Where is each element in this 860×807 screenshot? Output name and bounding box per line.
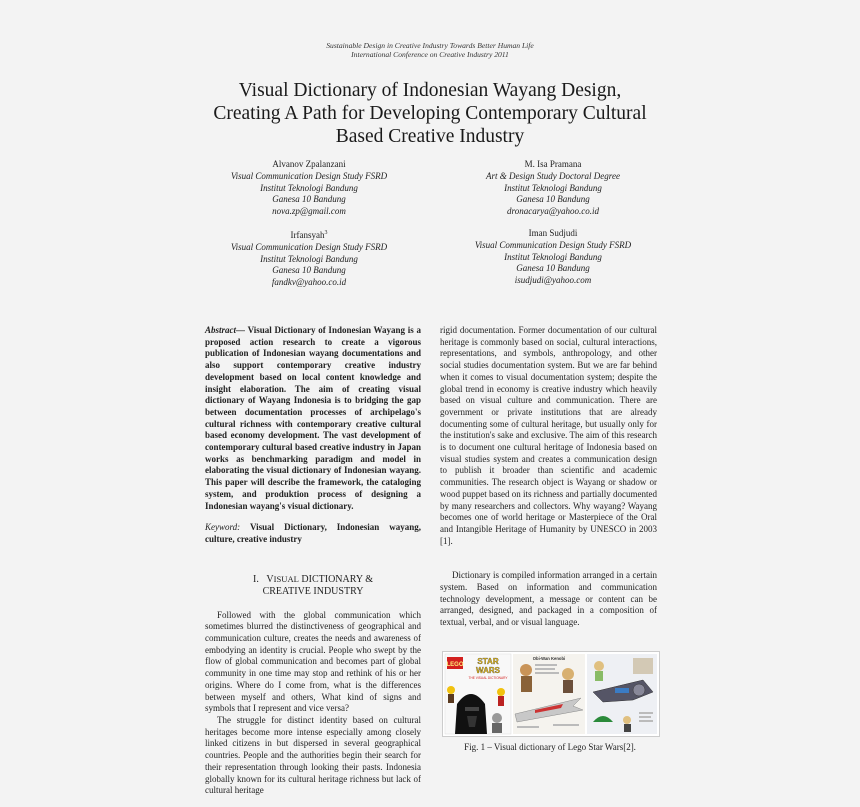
author-block-2	[403, 159, 703, 218]
author-address: Ganesa 10 Bandung	[516, 194, 590, 205]
section-title-rest: DICTIONARY &	[298, 573, 373, 585]
abstract-label: Abstract—	[205, 325, 246, 335]
obi-wan-figure-icon	[520, 664, 532, 676]
author-institution: Institut Teknologi Bandung	[260, 182, 358, 193]
author-block-4	[403, 228, 703, 287]
running-header-line1: Sustainable Design in Creative Industry Towards Better Human Life	[326, 41, 534, 50]
author-address: Ganesa 10 Bandung	[272, 194, 346, 205]
author-dept: Visual Communication Design Study FSRD	[230, 241, 388, 252]
star-wars-logo-bottom: WARS	[476, 666, 500, 675]
author-institution: Institut Teknologi Bandung	[504, 182, 602, 193]
keywords-label: Keyword:	[205, 522, 241, 533]
keywords-text: Visual Dictionary, Indonesian wayang, culture, creative industry	[205, 522, 421, 544]
author-institution: Institut Teknologi Bandung	[260, 253, 358, 264]
section-heading	[205, 573, 421, 599]
author-name: Iman Sudjudi	[528, 228, 578, 238]
author-name: Alvanov Zpalanzani	[272, 159, 346, 169]
title-line3: Based Creative Industry	[335, 126, 525, 147]
author-name: M. Isa Pramana	[524, 159, 582, 169]
body-paragraph-3: rigid documentation. Former documentation of our cultural heritage is commonly based on social, cultural interactions, representations, and symbols, anthropology, and other social studies documentation system. But we are far behind when it comes to visual documentation system; despite the global trend in economy is creative industry which heavily based on visual culture and communication. There are government or private institutions that are already documenting some of cultural heritage, but usually only for the institution's sake and exclusive. The aim of this research is to document one cultural heritage of Indonesia based on visual studies system and creates a communication design to publish it broader than scientific and academic communities. The research object is Wayang or shadow or wood puppet based on its richness and partially documented by many researchers and collectors. Why wayang? Wayang becomes one of world heritage or Masterpiece of the Oral and Intangible Heritage of Humanity by UNESCO in 2003 [1].	[440, 325, 657, 546]
cover-subtitle: THE VISUAL DICTIONARY	[468, 676, 508, 680]
figure-lego-star-wars	[442, 651, 660, 737]
body-paragraph-4: Dictionary is compiled information arranged in a certain system. Based on information and communication technology development, a message or content can be arranged, designed, and packaged in a composition of textual, verbal, and or visual language.	[440, 570, 657, 628]
author-email: nova.zp@gmail.com	[272, 206, 346, 217]
author-dept: Visual Communication Design Study FSRD	[474, 239, 632, 250]
body-paragraph-1: Followed with the global communication which sometimes blurred the distinctiveness of geographical and communication culture, creates the needs and awareness of embodying an identity is crucial. People who swept by the flow of global communication and becomes part of global community in one time may stop and rethink of his or her origins. Where do I come from, what is the differences between myself and others, What kind of signs and symbols that I represent and vice versa?	[205, 609, 421, 714]
author-dept: Visual Communication Design Study FSRD	[230, 170, 388, 181]
author-address: Ganesa 10 Bandung	[516, 263, 590, 274]
lego-badge-text: LEGO	[446, 662, 464, 668]
right-column	[440, 325, 657, 629]
title-line2: Creating A Path for Developing Contemporary Cultural	[213, 103, 647, 124]
keywords	[205, 522, 421, 545]
title-line1: Visual Dictionary of Indonesian Wayang Design,	[238, 80, 622, 101]
section-number: I.	[253, 573, 259, 585]
section-first-letter: V	[266, 573, 274, 585]
author-address: Ganesa 10 Bandung	[272, 265, 346, 276]
abstract-text: Visual Dictionary of Indonesian Wayang is a proposed action research to create a vigorous publication of Indonesian wayang documentations and also support contemporary creative industry development based on local content knowledge and insight elaboration. The aim of creating visual dictionary of Wayang Indonesia is to bridging the gap between documentation processes of archipelago's cultural richness with contemporary creative cultural based economy development. The vast development of contemporary cultural based creative industry in Japan works as benchmarking paradigm and model in elaborating the visual dictionary of Indonesian wayang. This paper will describe the framework, the cataloging system, and produktion process of designing a Indonesian wayang's visual dictionary.	[205, 325, 421, 511]
left-column	[205, 325, 421, 797]
spread-heading: Obi-Wan Kenobi	[532, 656, 566, 661]
author-superscript: 3	[324, 230, 328, 236]
running-header-line2: International Conference on Creative Industry 2011	[351, 50, 509, 59]
minifig-head-icon	[447, 686, 455, 694]
author-name-text: Irfansyah	[290, 230, 325, 240]
body-paragraph-2: The struggle for distinct identity based on cultural heritages become more intense especially among closely linked citizens in but dispersed in several geographical countries. People and the authorities begin their search for their representation through looking their pasts. Indonesia globally known for its cultural heritage richness but lack of cultural heritage	[205, 714, 421, 796]
paper-title	[130, 79, 730, 148]
author-institution: Institut Teknologi Bandung	[504, 251, 602, 262]
figure-image	[443, 652, 659, 736]
author-email: fandkv@yahoo.co.id	[271, 277, 347, 288]
author-email: dronacarya@yahoo.co.id	[507, 206, 599, 217]
author-dept: Art & Design Study Doctoral Degree	[486, 170, 620, 181]
figure-caption: Fig. 1 – Visual dictionary of Lego Star Wars[2].	[464, 742, 636, 752]
author-email: isudjudi@yahoo.com	[514, 275, 592, 286]
section-smallcaps: ISUAL	[273, 573, 299, 584]
star-wars-logo-top: STAR	[477, 657, 499, 666]
section-title-line2: CREATIVE INDUSTRY	[262, 586, 364, 598]
abstract	[205, 325, 421, 512]
